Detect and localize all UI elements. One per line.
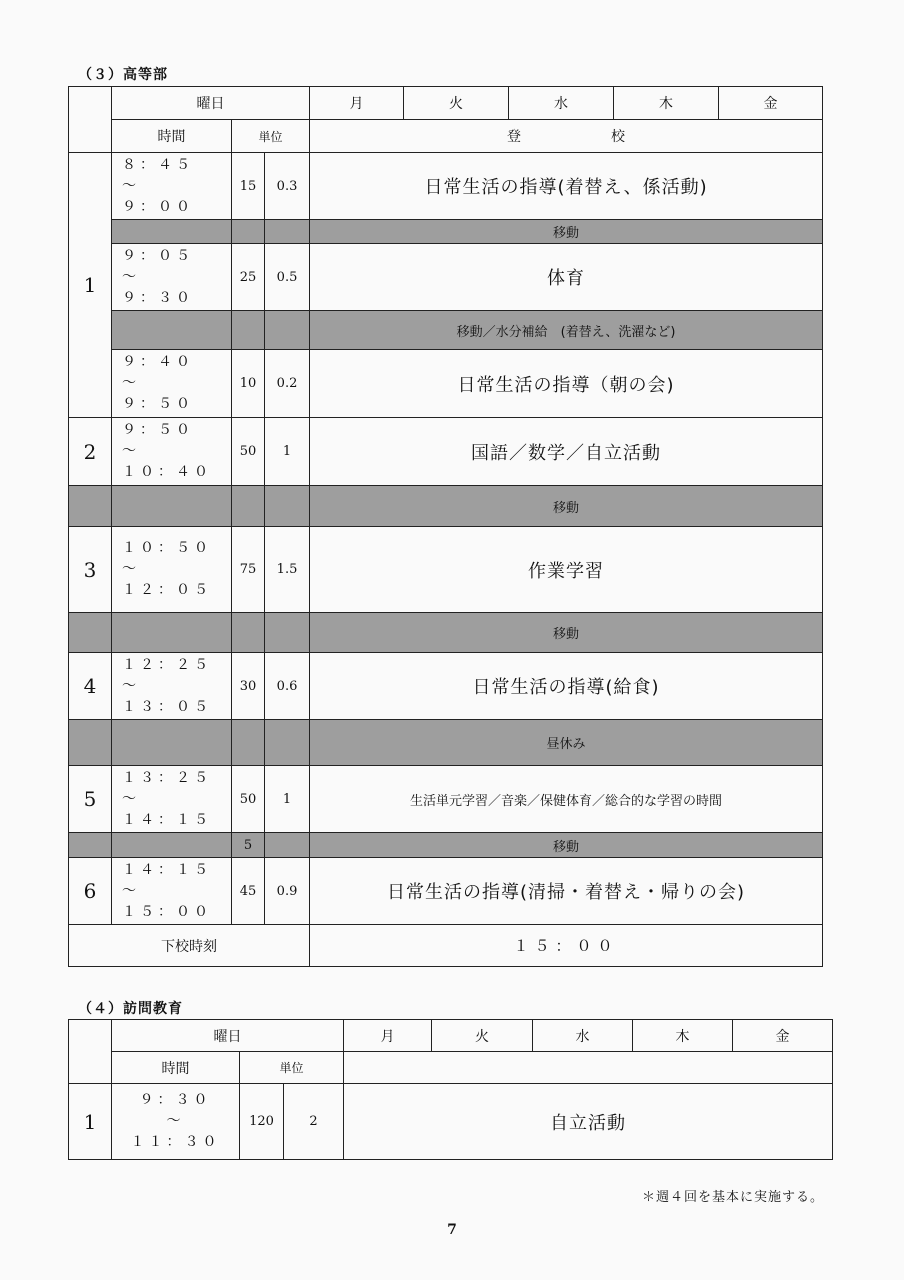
- header-day-wed: 水: [509, 87, 614, 120]
- header-jikan: 時間: [112, 120, 232, 153]
- time-start: １３：２５: [122, 769, 212, 786]
- grey-cell: [69, 833, 112, 858]
- grey-cell: [232, 486, 265, 527]
- minutes-cell: 30: [232, 653, 265, 720]
- time-end: １４：１５: [122, 811, 212, 828]
- transition-band: 移動: [310, 833, 823, 858]
- time-range: [112, 1084, 240, 1160]
- header-youbi: 曜日: [112, 1020, 344, 1052]
- time-range: [112, 527, 232, 613]
- unit-cell: 2: [284, 1084, 344, 1160]
- subject-cell: 日常生活の指導(着替え、係活動): [310, 153, 823, 220]
- time-sep: ～: [122, 882, 140, 899]
- time-start: １２：２５: [122, 656, 212, 673]
- grey-cell: [112, 311, 232, 350]
- period-number: 1: [69, 1084, 112, 1160]
- header-touko: [310, 120, 823, 153]
- time-range: [112, 858, 232, 925]
- footnote: ＊週４回を基本に実施する。: [641, 1190, 824, 1205]
- page-number: 7: [447, 1222, 457, 1238]
- unit-cell: 1: [265, 418, 310, 486]
- minutes-cell: 120: [240, 1084, 284, 1160]
- time-end: １２：０５: [122, 582, 212, 598]
- time-sep: ～: [122, 177, 140, 194]
- header-day-thu: 木: [633, 1020, 733, 1052]
- time-start: ９：０５: [122, 247, 194, 264]
- subject-cell: 作業学習: [310, 527, 823, 613]
- header-day-wed: 水: [533, 1020, 633, 1052]
- unit-cell: 0.3: [265, 153, 310, 220]
- period-number: 1: [69, 153, 112, 418]
- period-number: 3: [69, 527, 112, 613]
- grey-cell: [265, 311, 310, 350]
- subject-cell: 国語／数学／自立活動: [310, 418, 823, 486]
- header-day-fri: 金: [733, 1020, 833, 1052]
- subject-cell: 自立活動: [344, 1084, 833, 1160]
- time-start: １０：５０: [122, 540, 212, 556]
- visit-schedule-table: [68, 1019, 833, 1160]
- grey-cell: [112, 613, 232, 653]
- time-end: １０：４０: [122, 464, 212, 480]
- time-sep: ～: [122, 375, 140, 391]
- period-number: 5: [69, 766, 112, 833]
- transition-band: 移動／水分補給 (着替え、洗濯など): [310, 311, 823, 350]
- time-start: １４：１５: [122, 861, 212, 878]
- subject-cell: 日常生活の指導(給食): [310, 653, 823, 720]
- transition-band: 移動: [310, 613, 823, 653]
- minutes-cell: 45: [232, 858, 265, 925]
- dismissal-label: 下校時刻: [69, 925, 310, 967]
- time-end: ９：３０: [122, 289, 194, 306]
- corner-cell: [69, 87, 112, 153]
- time-range: [112, 350, 232, 418]
- minutes-cell: 15: [232, 153, 265, 220]
- time-sep: ～: [122, 268, 140, 285]
- period-number: 6: [69, 858, 112, 925]
- time-sep: ～: [166, 1113, 185, 1129]
- grey-cell: [232, 613, 265, 653]
- time-range: [112, 766, 232, 833]
- high-school-schedule-table: [68, 86, 823, 967]
- time-sep: ～: [122, 677, 140, 694]
- time-end: １５：００: [122, 903, 212, 920]
- minutes-cell: 10: [232, 350, 265, 418]
- unit-cell: 0.2: [265, 350, 310, 418]
- unit-cell: 0.6: [265, 653, 310, 720]
- subject-cell: 体育: [310, 244, 823, 311]
- time-sep: ～: [122, 443, 140, 459]
- period-number: 2: [69, 418, 112, 486]
- grey-cell: [112, 486, 232, 527]
- lunch-break-band: 昼休み: [310, 720, 823, 766]
- grey-cell: [265, 486, 310, 527]
- time-end: ９：５０: [122, 396, 194, 412]
- time-range: [112, 153, 232, 220]
- grey-cell: [112, 833, 232, 858]
- header-day-fri: 金: [719, 87, 823, 120]
- grey-minutes-cell: 5: [232, 833, 265, 858]
- minutes-cell: 25: [232, 244, 265, 311]
- header-tani: 単位: [240, 1052, 344, 1084]
- minutes-cell: 50: [232, 766, 265, 833]
- unit-cell: 0.5: [265, 244, 310, 311]
- grey-cell: [232, 311, 265, 350]
- subject-cell: 日常生活の指導（朝の会): [310, 350, 823, 418]
- time-sep: ～: [122, 790, 140, 807]
- time-range: [112, 244, 232, 311]
- dismissal-time: １５：００: [310, 925, 823, 967]
- grey-cell: [265, 833, 310, 858]
- subject-cell: 日常生活の指導(清掃・着替え・帰りの会): [310, 858, 823, 925]
- section-title-high-school: （３）高等部: [78, 67, 168, 83]
- header-day-thu: 木: [614, 87, 719, 120]
- header-day-tue: 火: [404, 87, 509, 120]
- unit-cell: 1.5: [265, 527, 310, 613]
- time-start: ９：３０: [139, 1092, 212, 1108]
- grey-cell: [112, 720, 232, 766]
- header-touko-2: 校: [611, 129, 626, 145]
- corner-cell: [69, 1020, 112, 1084]
- time-end: １３：０５: [122, 698, 212, 715]
- grey-cell: [265, 613, 310, 653]
- transition-band: 移動: [310, 220, 823, 244]
- header-youbi: 曜日: [112, 87, 310, 120]
- transition-band: 移動: [310, 486, 823, 527]
- grey-cell: [265, 220, 310, 244]
- grey-cell: [232, 220, 265, 244]
- grey-cell: [69, 613, 112, 653]
- grey-cell: [69, 486, 112, 527]
- time-range: [112, 653, 232, 720]
- unit-cell: 1: [265, 766, 310, 833]
- grey-cell: [69, 720, 112, 766]
- time-start: ９：４０: [122, 354, 194, 370]
- section-title-visit: （４）訪問教育: [78, 1001, 183, 1017]
- minutes-cell: 75: [232, 527, 265, 613]
- grey-cell: [232, 720, 265, 766]
- header-day-mon: 月: [344, 1020, 432, 1052]
- grey-cell: [112, 220, 232, 244]
- empty-header-cell: [344, 1052, 833, 1084]
- time-end: １１：３０: [130, 1134, 221, 1150]
- minutes-cell: 50: [232, 418, 265, 486]
- time-range: [112, 418, 232, 486]
- header-day-mon: 月: [310, 87, 404, 120]
- period-number: 4: [69, 653, 112, 720]
- time-sep: ～: [122, 561, 140, 577]
- header-jikan: 時間: [112, 1052, 240, 1084]
- grey-cell: [265, 720, 310, 766]
- time-start: ８：４５: [122, 156, 194, 173]
- header-tani: 単位: [232, 120, 310, 153]
- subject-cell: 生活単元学習／音楽／保健体育／総合的な学習の時間: [310, 766, 823, 833]
- time-start: ９：５０: [122, 422, 194, 438]
- header-touko-1: 登: [507, 129, 522, 145]
- header-day-tue: 火: [432, 1020, 533, 1052]
- time-end: ９：００: [122, 198, 194, 215]
- unit-cell: 0.9: [265, 858, 310, 925]
